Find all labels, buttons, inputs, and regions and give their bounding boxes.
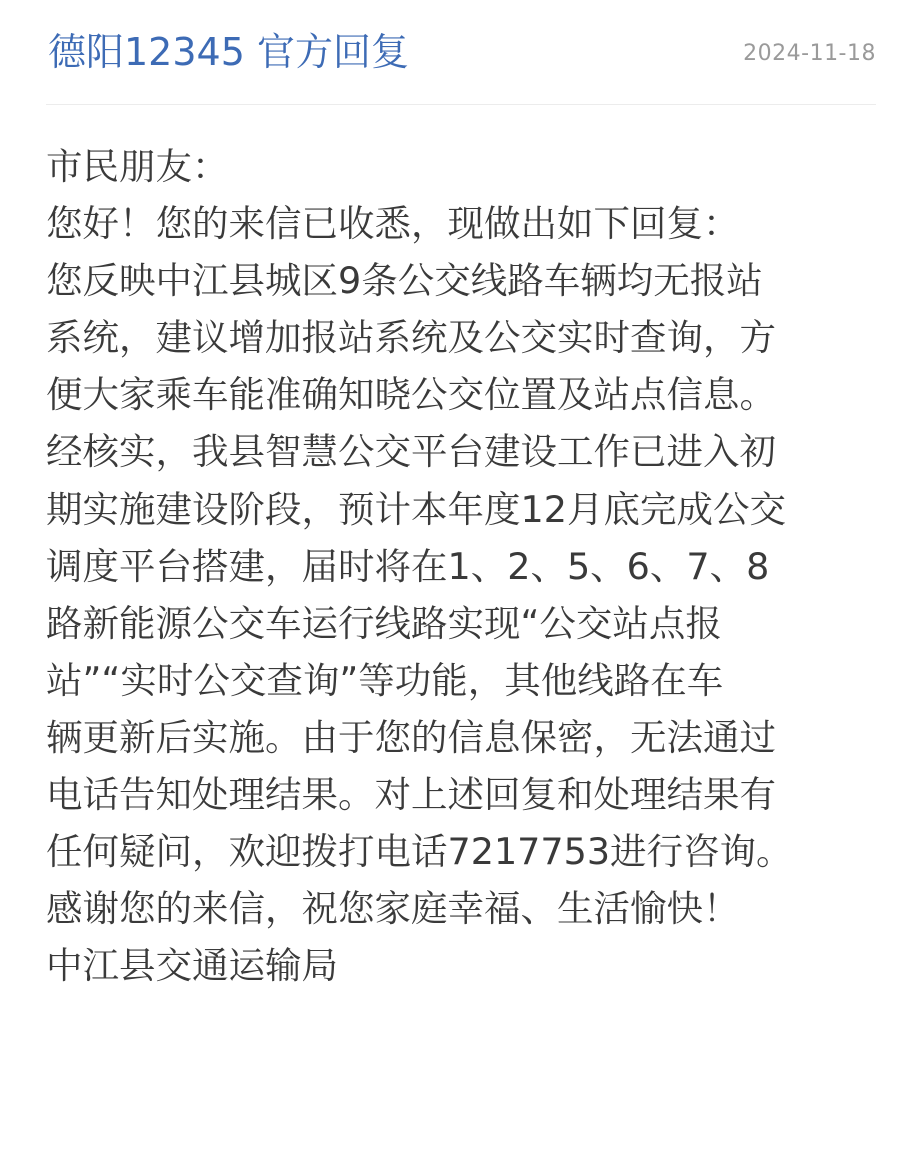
reply-date: 2024-11-18 [743,41,876,66]
content-line: 便大家乘车能准确知晓公交位置及站点信息。 [46,373,776,417]
content-line: 路新能源公交车运行线路实现“公交站点报 [46,601,722,645]
content-line: 站”“实时公交查询”等功能，其他线路在车 [46,658,724,702]
content-line: 调度平台搭建，届时将在1、2、5、6、7、8 [46,544,770,588]
content-line: 辆更新后实施。由于您的信息保密，无法通过 [46,715,776,759]
greeting-line: 市民朋友： [46,145,229,188]
content-line: 期实施建设阶段，预计本年度12月底完成公交 [46,487,786,531]
content-line: 经核实，我县智慧公交平台建设工作已进入初 [46,430,776,474]
content-line: 电话告知处理结果。对上述回复和处理结果有 [46,773,776,817]
reply-header [46,0,876,105]
content-line: 任何疑问，欢迎拨打电话7217753进行咨询。 [46,830,793,874]
closing-line: 感谢您的来信，祝您家庭幸福、生活愉快！ [46,887,740,931]
reply-title: 德阳12345 官方回复 [48,30,409,74]
content-line: 您反映中江县城区9条公交线路车辆均无报站 [46,259,763,303]
reply-content [46,138,876,994]
signature-line: 中江县交通运输局 [46,944,338,988]
content-line: 系统，建议增加报站系统及公交实时查询，方 [46,316,776,360]
content-line: 您好！您的来信已收悉，现做出如下回复： [46,202,740,246]
